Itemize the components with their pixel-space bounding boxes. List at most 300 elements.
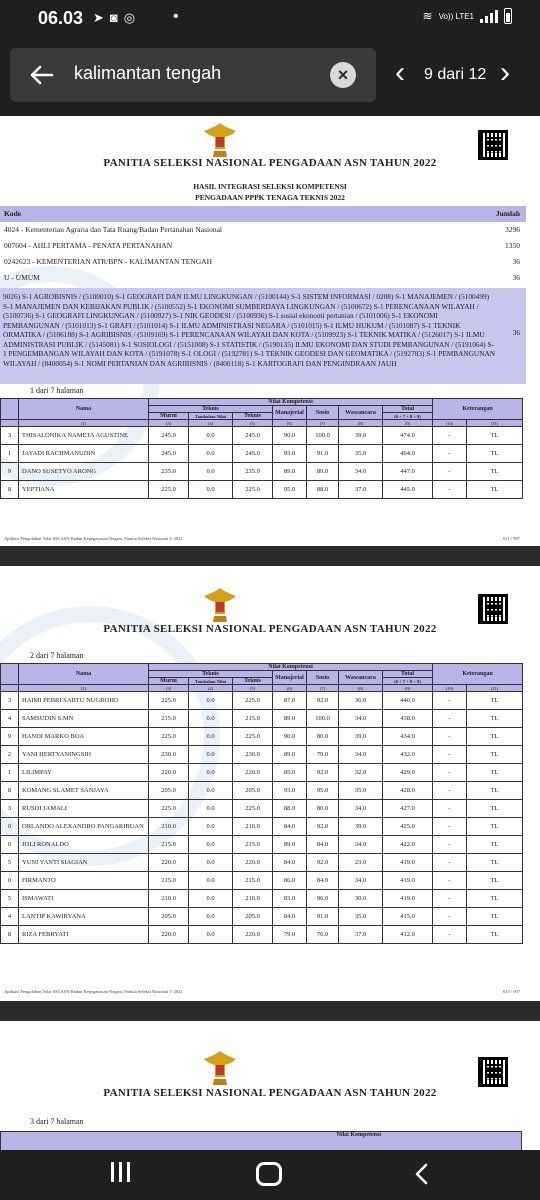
cell-murni: 220.0	[149, 854, 189, 872]
cell-sosio: 92.0	[307, 692, 339, 710]
col-teknis: Teknis	[233, 413, 273, 420]
col-nilai-kompetensi: Nilai Kompetensi	[149, 399, 433, 406]
cell-wawancara: 37.0	[339, 926, 383, 944]
table-row	[1, 764, 523, 782]
result-counter: 9 dari 12	[424, 66, 487, 83]
cell-murni: 225.0	[149, 692, 189, 710]
summary-row-value: 36	[512, 257, 520, 266]
table-row	[1, 854, 523, 872]
cell-sosio: 84.0	[307, 872, 339, 890]
col-nama: Nama	[19, 664, 149, 685]
page-indicator: 1 dari 7 halaman	[30, 386, 84, 395]
next-result-icon[interactable]: ›	[500, 56, 510, 89]
cell-total: 427.0	[383, 800, 433, 818]
cell-k1: -	[433, 800, 467, 818]
cell-wawancara: 32.0	[339, 764, 383, 782]
table-row	[1, 836, 523, 854]
cell-tambahan: 0.0	[189, 836, 233, 854]
cell-no: 4	[1, 710, 19, 728]
cell-teknis: 225.0	[233, 692, 273, 710]
cell-k1: -	[433, 746, 467, 764]
col-keterangan: Keterangan	[433, 664, 523, 685]
col-keterangan: Keterangan	[433, 399, 523, 420]
cell-wawancara: 34.0	[339, 836, 383, 854]
column-index: (4)	[189, 420, 233, 427]
cell-sosio: 92.0	[307, 854, 339, 872]
page-indicator: 3 dari 7 halaman	[30, 1117, 84, 1126]
jumlah-label: Jumlah	[495, 209, 520, 218]
summary-row-value: 36	[512, 273, 520, 282]
cell-k1: -	[433, 908, 467, 926]
cell-tambahan: 0.0	[189, 926, 233, 944]
cell-murni: 220.0	[149, 764, 189, 782]
cell-nama: SAMSUDIN S.MN	[19, 710, 149, 728]
cell-wawancara: 34.0	[339, 746, 383, 764]
column-index: (8)	[339, 685, 383, 692]
cell-murni: 245.0	[149, 445, 189, 463]
col-sosio: Sosio	[307, 406, 339, 420]
cell-no: 1	[1, 445, 19, 463]
cell-teknis: 245.0	[233, 445, 273, 463]
cell-manajerial: 93.0	[273, 445, 307, 463]
notification-icons	[93, 10, 141, 26]
cell-nama: RIZA FEBRYATI	[19, 926, 149, 944]
cell-k1: -	[433, 782, 467, 800]
cell-total: 419.0	[383, 854, 433, 872]
column-index: (8)	[339, 420, 383, 427]
col-murni: Murni	[149, 678, 189, 685]
column-index: (1)	[19, 420, 149, 427]
cell-no: 3	[1, 800, 19, 818]
recent-apps-icon[interactable]	[108, 1162, 132, 1186]
cell-sosio: 80.0	[307, 800, 339, 818]
document-subtitle-2: PENGADAAN PPPK TENAGA TEKNIS 2022	[195, 193, 345, 202]
summary-row-label: 4024 - Kementerian Agraria dan Tata Ruang/Badan Pertanahan Nasional	[4, 225, 223, 234]
col-total-formula: (6 + 7 + 8 + 9)	[383, 678, 433, 685]
column-index: (10)	[433, 685, 467, 692]
pdf-page	[0, 566, 540, 1001]
column-index: (6)	[273, 685, 307, 692]
cell-sosio: 92.0	[307, 818, 339, 836]
results-table	[0, 663, 523, 944]
cell-nama: DANO SUSETYO ARONG	[19, 463, 149, 481]
previous-result-icon[interactable]: ‹	[395, 56, 405, 89]
cell-manajerial: 86.0	[273, 872, 307, 890]
cell-total: 432.0	[383, 746, 433, 764]
column-index: (4)	[189, 685, 233, 692]
cell-manajerial: 90.0	[273, 427, 307, 445]
column-index: (6)	[273, 420, 307, 427]
cell-sosio: 88.0	[307, 481, 339, 499]
summary-row-label: 007604 - AHLI PERTAMA - PENATA PERTANAHAN	[4, 241, 173, 250]
formasi-text: 9026) S-1 AGROBISNIS / (5100010) S-1 GEOGRAFI DAN ILMU LINGKUNGAN / (5100144) S-1 SISTEM INFORMASI / 0208) S-1 MANAJEMEN / (5100499) S-1 MANAJEMEN DAN KEBIJAKAN PUBLIK / (5100552) S-1 EKONOMI SUMBERDAYA LINGKUNGAN / (5100672) S-1 PERENCANAAN WILAYAH / (5100736) S-1 GEOGRAFI LINGKUNGAN / (5100927) S-1 NIK GEODESI / (5100936) S-1 sosial ekonomi pertanian / (5101006) S-1 EKONOMI PEMBANGUNAN / (5101013) S-1 GRAFI / (5101014) S-1 ILMU ADMINISTRASI NEGARA / (5101015) S-1 ILMU HUKUM / (5101087) S-1 TEKNIK ORMATIKA / (5106188) S-1 AGRIBISNIS / (5109169) S-1 PERENCANAAN WILAYAH DAN KOTA / (5109923) S-1 TEKNIK MATIKA / (5126017) S-1 ILMU ADMINISTRASI PUBLIK / (5145081) S-1 SOSIOLOGI / (5151008) S-1 STATISTIK / (5190135) ILMU EKONOMI DAN STUDI PEMBANGUNAN / (5191064) S-1 PENGEMBANGAN WILAYAH DAN KOTA / (5191078) S-1 OLOGI / (5192781) S-1 TEKNIK GEODESI DAN GEOMATIKA / (5192783) S-1 PEMBANGUNAN WILAYAH / (8400054) S-1 NOMI PERTANIAN DAN AGRIBISNIS / (8400118) S-1 KARTOGRAFI DAN PENGINDRAAN JAUH	[3, 292, 496, 368]
cell-tambahan: 0.0	[189, 481, 233, 499]
cell-teknis: 220.0	[233, 926, 273, 944]
table-row	[1, 710, 523, 728]
garuda-emblem-icon	[203, 1047, 237, 1091]
cell-no: 9	[1, 463, 19, 481]
column-index: (10)	[433, 420, 467, 427]
cell-wawancara: 39.0	[339, 427, 383, 445]
signal-icon	[480, 9, 498, 23]
page-footer-number: 615 / 907	[502, 989, 520, 994]
cell-manajerial: 90.0	[273, 728, 307, 746]
back-icon[interactable]	[410, 1162, 434, 1186]
cell-nama: JOLI RONALDO	[19, 836, 149, 854]
cell-no: 3	[1, 427, 19, 445]
cell-teknis: 215.0	[233, 710, 273, 728]
cell-manajerial: 84.0	[273, 854, 307, 872]
cell-manajerial: 93.0	[273, 782, 307, 800]
summary-row	[0, 270, 526, 286]
cell-nama: RUSDI JAMALI	[19, 800, 149, 818]
cell-tambahan: 0.0	[189, 800, 233, 818]
cell-murni: 215.0	[149, 710, 189, 728]
cell-manajerial: 95.0	[273, 481, 307, 499]
cell-tambahan: 0.0	[189, 427, 233, 445]
cell-murni: 225.0	[149, 800, 189, 818]
cell-k1: -	[433, 764, 467, 782]
col-nilai-kompetensi: Nilai Kompetensi	[149, 664, 433, 671]
cell-k1: -	[433, 427, 467, 445]
cell-total: 445.0	[383, 481, 433, 499]
cell-k2: TL	[467, 872, 523, 890]
col-manajerial: Manajerial	[273, 406, 307, 420]
cell-k2: TL	[467, 463, 523, 481]
back-arrow-icon[interactable]	[28, 61, 56, 89]
cell-k2: TL	[467, 782, 523, 800]
column-index: (5)	[233, 685, 273, 692]
cell-k2: TL	[467, 854, 523, 872]
cell-no: 8	[1, 481, 19, 499]
results-table	[0, 398, 523, 499]
cell-murni: 225.0	[149, 728, 189, 746]
cell-wawancara: 36.0	[339, 692, 383, 710]
cell-murni: 245.0	[149, 427, 189, 445]
cell-teknis: 225.0	[233, 800, 273, 818]
cell-nama: THISALONIKA NAMETA AGUSTINE	[19, 427, 149, 445]
cell-sosio: 89.0	[307, 463, 339, 481]
cell-total: 438.0	[383, 710, 433, 728]
instagram-icon: ◎	[123, 10, 142, 25]
cell-tambahan: 0.0	[189, 728, 233, 746]
cell-manajerial: 87.0	[273, 692, 307, 710]
cell-teknis: 235.0	[233, 463, 273, 481]
system-status-icons	[423, 8, 512, 24]
cell-sosio: 91.0	[307, 445, 339, 463]
cell-teknis: 220.0	[233, 854, 273, 872]
col-murni: Murni	[149, 413, 189, 420]
kode-label: Kode	[4, 209, 22, 218]
col-wawancara: Wawancara	[339, 406, 383, 420]
wifi-icon: ≋	[422, 9, 433, 23]
cell-tambahan: 0.0	[189, 692, 233, 710]
cell-k2: TL	[467, 728, 523, 746]
cell-nama: FIRMANTO	[19, 872, 149, 890]
column-index: (1)	[19, 685, 149, 692]
cell-tambahan: 0.0	[189, 908, 233, 926]
table-row	[1, 926, 523, 944]
col-manajerial: Manajerial	[273, 671, 307, 685]
search-field[interactable]	[10, 48, 376, 102]
col-teknis-group: Teknis	[149, 671, 273, 678]
cell-murni: 210.0	[149, 890, 189, 908]
cell-murni: 210.0	[149, 818, 189, 836]
cell-k1: -	[433, 926, 467, 944]
column-index: (5)	[233, 420, 273, 427]
cell-nama: YEPTIANA	[19, 481, 149, 499]
cell-wawancara: 37.0	[339, 481, 383, 499]
cell-wawancara: 30.0	[339, 890, 383, 908]
cell-no: 2	[1, 746, 19, 764]
cell-nama: HAIMI PEBRI SABTU NUGROHO	[19, 692, 149, 710]
cell-teknis: 210.0	[233, 818, 273, 836]
cell-total: 412.0	[383, 926, 433, 944]
table-row	[1, 427, 523, 445]
cell-sosio: 100.0	[307, 710, 339, 728]
page-footer: Aplikasi Pengolahan Nilai SSCASN Badan Kepegawaian Negara, Panitia Seleksi Nasional © 2022	[4, 989, 183, 994]
table-row	[1, 463, 523, 481]
col-tambahan: Tambahan Nilai	[189, 413, 233, 420]
cell-manajerial: 89.0	[273, 463, 307, 481]
cell-k2: TL	[467, 481, 523, 499]
document-viewport[interactable]	[0, 116, 540, 1150]
cell-teknis: 220.0	[233, 764, 273, 782]
status-time: 06.03	[38, 8, 84, 28]
table-row	[1, 818, 523, 836]
cell-teknis: 215.0	[233, 836, 273, 854]
network-label: Vo)) LTE1	[438, 11, 474, 21]
clear-search-icon[interactable]: ×	[330, 62, 356, 88]
cell-k1: -	[433, 710, 467, 728]
column-index-row	[1, 685, 523, 692]
cell-manajerial: 85.0	[273, 764, 307, 782]
qr-code	[478, 130, 508, 160]
cell-tambahan: 0.0	[189, 445, 233, 463]
cell-manajerial: 88.0	[273, 800, 307, 818]
col-tambahan: Tambahan Nilai	[189, 678, 233, 685]
col-wawancara: Wawancara	[339, 671, 383, 685]
table-row	[1, 728, 523, 746]
more-notifications-dot-icon: •	[173, 8, 179, 25]
telegram-icon: ➤	[93, 10, 110, 25]
cell-no: 3	[1, 692, 19, 710]
cell-sosio: 92.0	[307, 764, 339, 782]
table-row	[1, 800, 523, 818]
summary-row	[0, 238, 526, 254]
cell-manajerial: 79.0	[273, 926, 307, 944]
col-nama: Nama	[19, 399, 149, 420]
cell-teknis: 205.0	[233, 908, 273, 926]
cell-teknis: 225.0	[233, 728, 273, 746]
cell-sosio: 79.0	[307, 746, 339, 764]
cell-total: 428.0	[383, 782, 433, 800]
column-index: (11)	[467, 685, 523, 692]
column-index	[1, 420, 19, 427]
formasi-total: 36	[512, 328, 520, 337]
cell-sosio: 100.0	[307, 427, 339, 445]
cell-teknis: 245.0	[233, 427, 273, 445]
cell-k2: TL	[467, 836, 523, 854]
cell-murni: 205.0	[149, 908, 189, 926]
cell-k2: TL	[467, 746, 523, 764]
cell-wawancara: 35.0	[339, 782, 383, 800]
cell-k1: -	[433, 481, 467, 499]
cell-k2: TL	[467, 908, 523, 926]
cell-total: 419.0	[383, 872, 433, 890]
cell-total: 447.0	[383, 463, 433, 481]
system-navigation-bar	[0, 1150, 540, 1200]
cell-nama: LILIMPAY	[19, 764, 149, 782]
column-index: (9)	[383, 420, 433, 427]
column-index: (3)	[149, 685, 189, 692]
summary-row-value: 1350	[505, 241, 520, 250]
cell-wawancara: 39.0	[339, 728, 383, 746]
cell-k1: -	[433, 463, 467, 481]
cell-nama: ORLANDO ALEXANDRO PANGARIBUAN	[19, 818, 149, 836]
cell-tambahan: 0.0	[189, 463, 233, 481]
search-toolbar	[0, 36, 540, 116]
summary-header	[0, 206, 526, 222]
status-bar	[0, 0, 540, 36]
cell-no: 5	[1, 854, 19, 872]
cell-manajerial: 89.0	[273, 710, 307, 728]
cell-tambahan: 0.0	[189, 854, 233, 872]
cell-teknis: 215.0	[233, 872, 273, 890]
cell-wawancara: 39.0	[339, 818, 383, 836]
qr-code	[478, 594, 508, 624]
cell-sosio: 80.0	[307, 728, 339, 746]
cell-total: 419.0	[383, 890, 433, 908]
col-sosio: Sosio	[307, 671, 339, 685]
cell-wawancara: 34.0	[339, 800, 383, 818]
pdf-page	[0, 116, 540, 546]
cell-nama: YUNI YANTI SIAGIAN	[19, 854, 149, 872]
summary-row-label: U - UMUM	[4, 273, 40, 282]
table-row	[1, 445, 523, 463]
camera-icon: ◙	[109, 10, 124, 25]
cell-total: 434.0	[383, 728, 433, 746]
cell-wawancara: 23.0	[339, 854, 383, 872]
qr-code	[478, 1057, 508, 1087]
col-teknis-group: Teknis	[149, 406, 273, 413]
table-row	[1, 746, 523, 764]
cell-k1: -	[433, 854, 467, 872]
cell-tambahan: 0.0	[189, 746, 233, 764]
search-input[interactable]: kalimantan tengah	[74, 63, 222, 83]
cell-teknis: 205.0	[233, 782, 273, 800]
cell-tambahan: 0.0	[189, 782, 233, 800]
cell-k1: -	[433, 818, 467, 836]
cell-murni: 220.0	[149, 926, 189, 944]
column-index-row	[1, 420, 523, 427]
cell-total: 474.0	[383, 427, 433, 445]
cell-manajerial: 89.0	[273, 836, 307, 854]
cell-nama: HANDI MARKO BOA	[19, 728, 149, 746]
cell-no: 0	[1, 836, 19, 854]
cell-k1: -	[433, 836, 467, 854]
column-index: (11)	[467, 420, 523, 427]
cell-no: 4	[1, 908, 19, 926]
cell-teknis: 230.0	[233, 746, 273, 764]
col-nilai-kompetensi: Nilai Kompetensi	[336, 1132, 381, 1138]
cell-sosio: 96.0	[307, 890, 339, 908]
cell-total: 429.0	[383, 764, 433, 782]
cell-no: 8	[1, 782, 19, 800]
summary-row	[0, 222, 526, 238]
col-total: Total	[383, 671, 433, 678]
cell-sosio: 95.0	[307, 782, 339, 800]
table-row	[1, 692, 523, 710]
cell-wawancara: 35.0	[339, 908, 383, 926]
cell-k1: -	[433, 692, 467, 710]
cell-teknis: 210.0	[233, 890, 273, 908]
cell-k2: TL	[467, 818, 523, 836]
cell-k2: TL	[467, 445, 523, 463]
cell-k2: TL	[467, 764, 523, 782]
cell-sosio: 76.0	[307, 926, 339, 944]
summary-row-label: 0242623 - KEMENTERIAN ATR/BPN - KALIMANTAN TENGAH	[4, 257, 213, 266]
cell-k2: TL	[467, 926, 523, 944]
col-total: Total	[383, 406, 433, 413]
cell-tambahan: 0.0	[189, 872, 233, 890]
cell-k2: TL	[467, 710, 523, 728]
cell-tambahan: 0.0	[189, 764, 233, 782]
table-row	[1, 782, 523, 800]
cell-wawancara: 34.0	[339, 872, 383, 890]
home-icon[interactable]	[256, 1162, 282, 1186]
page-title: PANITIA SELEKSI NASIONAL PENGADAAN ASN TAHUN 2022	[103, 623, 437, 635]
page-indicator: 2 dari 7 halaman	[30, 651, 84, 660]
cell-murni: 235.0	[149, 463, 189, 481]
formasi-education-list	[0, 288, 526, 384]
cell-no: 9	[1, 728, 19, 746]
col-teknis: Teknis	[233, 678, 273, 685]
cell-wawancara: 35.0	[339, 445, 383, 463]
cell-murni: 230.0	[149, 746, 189, 764]
cell-manajerial: 89.0	[273, 746, 307, 764]
cell-total: 425.0	[383, 818, 433, 836]
cell-total: 464.0	[383, 445, 433, 463]
cell-k1: -	[433, 890, 467, 908]
cell-no: 0	[1, 818, 19, 836]
cell-nama: LANTIP KAWIRYANA	[19, 908, 149, 926]
cell-k1: -	[433, 872, 467, 890]
cell-murni: 205.0	[149, 782, 189, 800]
cell-nama: YANI HERTYANINGSIH	[19, 746, 149, 764]
cell-tambahan: 0.0	[189, 890, 233, 908]
cell-sosio: 91.0	[307, 908, 339, 926]
cell-nama: ISMAWATI	[19, 890, 149, 908]
table-header-partial	[0, 1131, 522, 1150]
cell-total: 415.0	[383, 908, 433, 926]
cell-murni: 215.0	[149, 872, 189, 890]
column-index	[1, 685, 19, 692]
cell-no: 8	[1, 926, 19, 944]
column-index: (3)	[149, 420, 189, 427]
column-index: (7)	[307, 420, 339, 427]
document-subtitle-1: HASIL INTEGRASI SELEKSI KOMPETENSI	[193, 182, 347, 191]
cell-k2: TL	[467, 427, 523, 445]
cell-k1: -	[433, 728, 467, 746]
cell-k2: TL	[467, 800, 523, 818]
page-footer-number: 611 / 907	[503, 536, 520, 541]
table-row	[1, 890, 523, 908]
table-row	[1, 872, 523, 890]
garuda-emblem-icon	[203, 584, 237, 628]
battery-icon	[504, 8, 512, 24]
cell-wawancara: 34.0	[339, 710, 383, 728]
